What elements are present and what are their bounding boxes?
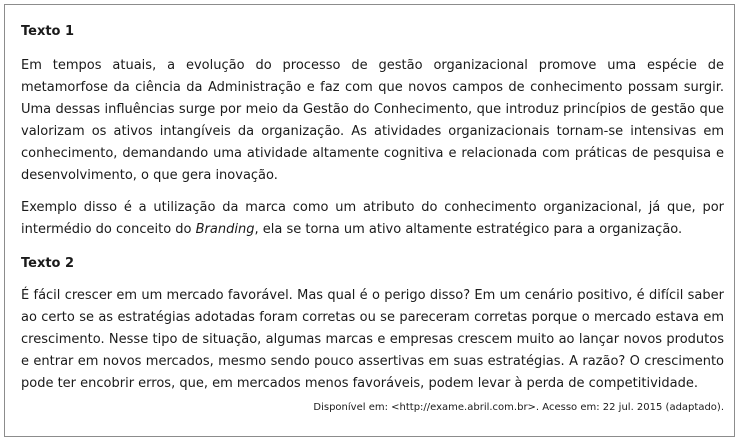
texto2-heading: Texto 2 [21, 256, 75, 271]
branding-term: Branding [195, 222, 255, 237]
texto2-paragraph-1: É fácil crescer em um mercado favorável. Mas qual é o perigo disso? Em um cenário positivo, é difícil saber ao certo se as estratégias adotadas foram corretas ou se pareceram corretas porque o mercado estava em crescimento. Nesse tipo de situação, algumas marcas e empresas crescem muito ao lançar novos produtos e entrar em novos mercados, mesmo sendo pouco assertivas em suas estratégias. A razão? O crescimento pode ter encobrir erros, que, em mercados menos favoráveis, podem levar à perda de competitividade. [21, 288, 724, 391]
source-citation: Disponível em: <http://exame.abril.com.br>. Acesso em: 22 jul. 2015 (adaptado). [313, 402, 724, 413]
texto1-paragraph-2 [21, 197, 724, 241]
texto1-heading: Texto 1 [21, 24, 75, 39]
text-box [4, 4, 735, 437]
texto1-paragraph-2-end: , ela se torna um ativo altamente estratégico para a organização. [254, 222, 683, 237]
texto1-paragraph-1: Em tempos atuais, a evolução do processo de gestão organizacional promove uma espécie de metamorfose da ciência da Administração e faz com que novos campos de conhecimento possam surgir. Uma dessas influências surge por meio da Gestão do Conhecimento, que introduz princípios de gestão que valorizam os ativos intangíveis da organização. As atividades organizacionais tornam-se intensivas em conhecimento, demandando uma atividade altamente cognitiva e relacionada com práticas de pesquisa e desenvolvimento, o que gera inovação. [21, 58, 724, 183]
text-content [21, 17, 724, 415]
texto1-paragraph-2-start: Exemplo disso é a utilização da marca como um atributo do conhecimento organizacional, já que, por intermédio do conceito do [21, 200, 724, 237]
